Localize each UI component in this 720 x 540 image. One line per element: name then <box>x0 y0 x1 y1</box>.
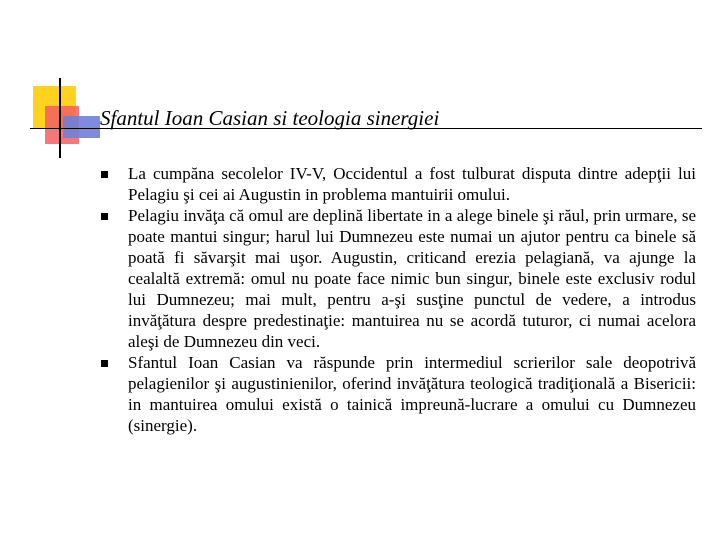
bullet-text: La cumpăna secolelor IV-V, Occidentul a fost tulburat disputa dintre adepţii lui Pelagiu şi cei ai Augustin in problema mantuirii omului. <box>128 164 696 204</box>
bullet-text: Pelagiu invăţa că omul are deplină libertate in a alege binele şi răul, prin urmare, se poate mantui singur; harul lui Dumnezeu este numai un ajutor pentru ca binele să poată fi săvarşit mai uşor. Augustin, criticand erezia pelagiană, va ajunge la cealaltă extremă: omul nu poate face nimic bun singur, binele este exclusiv rodul lui Dumnezeu; mai mult, pentru a-şi susţine punctul de vedere, a introdus invăţătura despre predestinaţie: mantuirea nu se acordă tuturor, ci numai acelora aleşi de Dumnezeu din veci. <box>128 206 696 351</box>
decoration-blue-square <box>63 116 100 138</box>
bullet-square-icon <box>101 171 108 178</box>
bullet-item <box>100 352 696 436</box>
bullet-list <box>100 163 696 436</box>
decoration-vertical-line <box>59 78 61 158</box>
bullet-square-icon <box>101 213 108 220</box>
bullet-text: Sfantul Ioan Casian va răspunde prin intermediul scrierilor sale deopotrivă pelagienilor şi augustinienilor, oferind invăţătura teologică tradiţională a Bisericii: in mantuirea omului există o tainică impreună-lucrare a omului cu Dumnezeu (sinergie). <box>128 353 696 435</box>
bullet-item <box>100 205 696 352</box>
bullet-square-icon <box>101 360 108 367</box>
slide-title: Sfantul Ioan Casian si teologia sinergiei <box>100 106 440 130</box>
bullet-item <box>100 163 696 205</box>
